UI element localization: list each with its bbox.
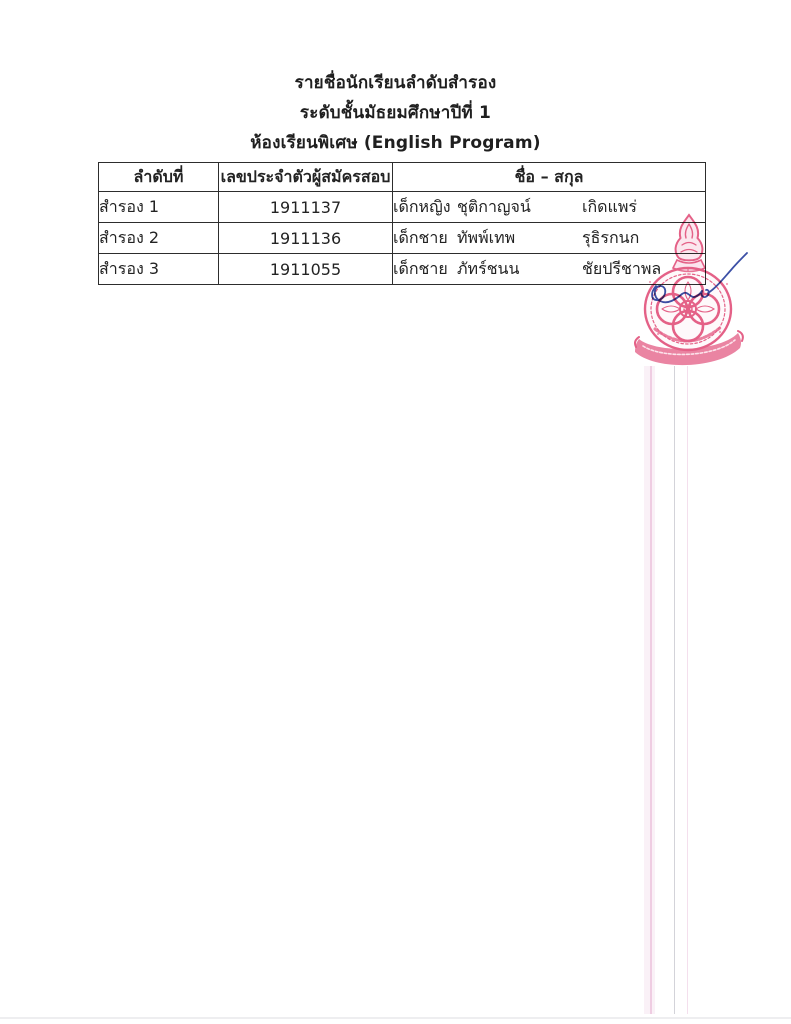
first-name: ชุติกาญจน์	[457, 196, 531, 216]
rank-cell: สำรอง 3	[99, 254, 219, 285]
applicant-id-cell: 1911136	[219, 223, 393, 254]
last-name: เกิดแพร่	[582, 196, 637, 216]
column-header-name: ชื่อ – สกุล	[393, 163, 706, 192]
name-prefix: เด็กหญิง	[393, 196, 451, 216]
grade-level-subtitle: ระดับชั้นมัธยมศึกษาปีที่ 1	[299, 103, 492, 123]
last-name: รุธิรกนก	[582, 227, 640, 247]
table-row	[99, 192, 706, 223]
table-header-row	[99, 163, 706, 192]
first-name: ทัพพ์เทพ	[457, 227, 516, 247]
signature	[645, 248, 753, 314]
reserve-list-table	[98, 162, 706, 285]
table-row	[99, 254, 706, 285]
first-name: ภัทร์ชนน	[457, 258, 520, 278]
scan-artifact-line	[650, 366, 652, 1014]
name-prefix: เด็กชาย	[393, 227, 448, 247]
title-block	[0, 68, 791, 158]
applicant-id-cell: 1911137	[219, 192, 393, 223]
last-name: ชัยปรีชาพล	[582, 258, 662, 278]
column-header-applicant-id: เลขประจำตัวผู้สมัครสอบ	[219, 163, 393, 192]
scan-artifact-line	[674, 366, 675, 1014]
program-subtitle: ห้องเรียนพิเศษ (English Program)	[250, 133, 541, 153]
table-row	[99, 223, 706, 254]
rank-cell: สำรอง 1	[99, 192, 219, 223]
rank-cell: สำรอง 2	[99, 223, 219, 254]
column-header-rank: ลำดับที่	[99, 163, 219, 192]
applicant-id-cell: 1911055	[219, 254, 393, 285]
page-title: รายชื่อนักเรียนลำดับสำรอง	[294, 73, 497, 93]
scan-artifact-line	[687, 366, 688, 1014]
scan-artifact-edge	[0, 1017, 791, 1019]
name-prefix: เด็กชาย	[393, 258, 448, 278]
